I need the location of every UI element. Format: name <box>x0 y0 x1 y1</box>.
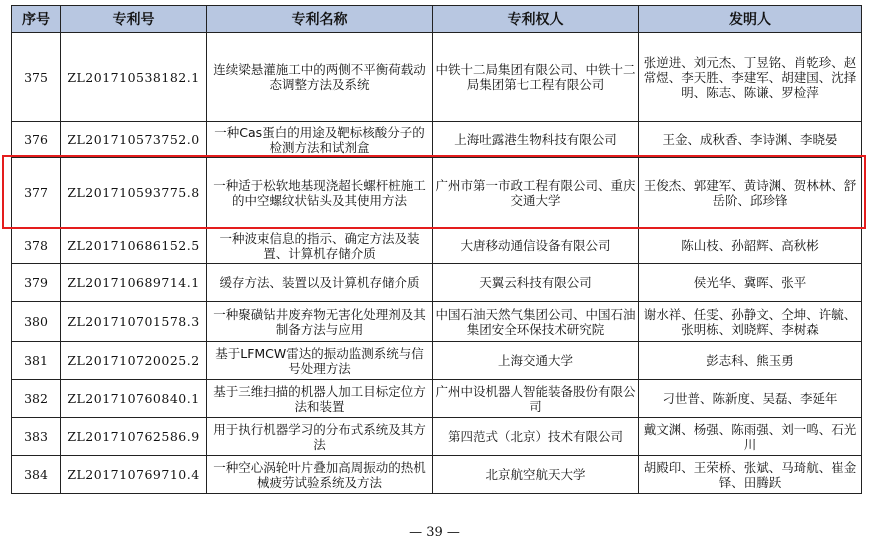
row-owner: 第四范式（北京）技术有限公司 <box>433 418 639 456</box>
row-owner: 上海交通大学 <box>433 342 639 380</box>
patent-table <box>11 5 862 494</box>
row-patent-no: ZL201710573752.0 <box>61 122 207 158</box>
row-inventors: 胡殿印、王荣桥、张斌、马琦航、崔金铎、田腾跃 <box>639 456 862 494</box>
row-inventors: 王金、成秋香、李诗渊、李晓晏 <box>639 122 862 158</box>
header-title: 专利名称 <box>207 6 433 33</box>
row-patent-no: ZL201710593775.8 <box>61 158 207 228</box>
table-row <box>12 122 862 158</box>
row-patent-no: ZL201710760840.1 <box>61 380 207 418</box>
row-patent-no: ZL201710762586.9 <box>61 418 207 456</box>
row-no: 382 <box>12 380 61 418</box>
row-owner: 广州市第一市政工程有限公司、重庆交通大学 <box>433 158 639 228</box>
table-row-highlighted <box>12 158 862 228</box>
row-patent-no: ZL201710686152.5 <box>61 228 207 264</box>
row-title: 一种空心涡轮叶片叠加高周振动的热机械疲劳试验系统及方法 <box>207 456 433 494</box>
table-row <box>12 342 862 380</box>
row-owner: 大唐移动通信设备有限公司 <box>433 228 639 264</box>
row-title: 一种适于松软地基现浇超长螺杆桩施工的中空螺纹状钻头及其使用方法 <box>207 158 433 228</box>
row-no: 379 <box>12 264 61 302</box>
table-header-row <box>12 6 862 33</box>
row-patent-no: ZL201710769710.4 <box>61 456 207 494</box>
row-inventors: 谢水祥、任雯、孙静文、仝坤、许毓、张明栋、刘晓辉、李树森 <box>639 302 862 342</box>
row-title: 基于三维扫描的机器人加工目标定位方法和装置 <box>207 380 433 418</box>
row-no: 383 <box>12 418 61 456</box>
table-row <box>12 418 862 456</box>
row-title: 一种聚磺钻井废弃物无害化处理剂及其制备方法与应用 <box>207 302 433 342</box>
row-patent-no: ZL201710689714.1 <box>61 264 207 302</box>
row-no: 380 <box>12 302 61 342</box>
table-row <box>12 302 862 342</box>
row-owner: 中铁十二局集团有限公司、中铁十二局集团第七工程有限公司 <box>433 33 639 122</box>
row-patent-no: ZL201710720025.2 <box>61 342 207 380</box>
row-title: 一种Cas蛋白的用途及靶标核酸分子的检测方法和试剂盒 <box>207 122 433 158</box>
page-number: — 39 — <box>409 525 460 540</box>
row-title: 用于执行机器学习的分布式系统及其方法 <box>207 418 433 456</box>
header-no: 序号 <box>12 6 61 33</box>
row-inventors: 侯光华、冀晖、张平 <box>639 264 862 302</box>
table-row <box>12 264 862 302</box>
row-inventors: 陈山枝、孙韶辉、高秋彬 <box>639 228 862 264</box>
table-row <box>12 380 862 418</box>
row-owner: 广州中设机器人智能装备股份有限公司 <box>433 380 639 418</box>
row-no: 378 <box>12 228 61 264</box>
row-inventors: 彭志科、熊玉勇 <box>639 342 862 380</box>
row-title: 基于LFMCW雷达的振动监测系统与信号处理方法 <box>207 342 433 380</box>
row-inventors: 刁世普、陈新度、吴磊、李延年 <box>639 380 862 418</box>
row-owner: 北京航空航天大学 <box>433 456 639 494</box>
row-title: 缓存方法、装置以及计算机存储介质 <box>207 264 433 302</box>
header-inventors: 发明人 <box>639 6 862 33</box>
row-patent-no: ZL201710701578.3 <box>61 302 207 342</box>
row-owner: 天翼云科技有限公司 <box>433 264 639 302</box>
header-owner: 专利权人 <box>433 6 639 33</box>
row-title: 连续梁悬灌施工中的两侧不平衡荷载动态调整方法及系统 <box>207 33 433 122</box>
row-no: 376 <box>12 122 61 158</box>
row-no: 381 <box>12 342 61 380</box>
row-inventors: 张逆进、刘元杰、丁昱铭、肖乾珍、赵常煜、李天胜、李建军、胡建国、沈择明、陈志、陈谦、罗检萍 <box>639 33 862 122</box>
row-no: 384 <box>12 456 61 494</box>
table-row <box>12 33 862 122</box>
header-patent-no: 专利号 <box>61 6 207 33</box>
row-inventors: 王俊杰、郭建军、黄诗渊、贺林林、舒岳阶、邱珍锋 <box>639 158 862 228</box>
row-title: 一种波束信息的指示、确定方法及装置、计算机存储介质 <box>207 228 433 264</box>
row-patent-no: ZL201710538182.1 <box>61 33 207 122</box>
row-no: 375 <box>12 33 61 122</box>
row-owner: 中国石油天然气集团公司、中国石油集团安全环保技术研究院 <box>433 302 639 342</box>
row-no: 377 <box>12 158 61 228</box>
table-row <box>12 456 862 494</box>
row-owner: 上海吐露港生物科技有限公司 <box>433 122 639 158</box>
row-inventors: 戴文渊、杨强、陈雨强、刘一鸣、石光川 <box>639 418 862 456</box>
table-row <box>12 228 862 264</box>
